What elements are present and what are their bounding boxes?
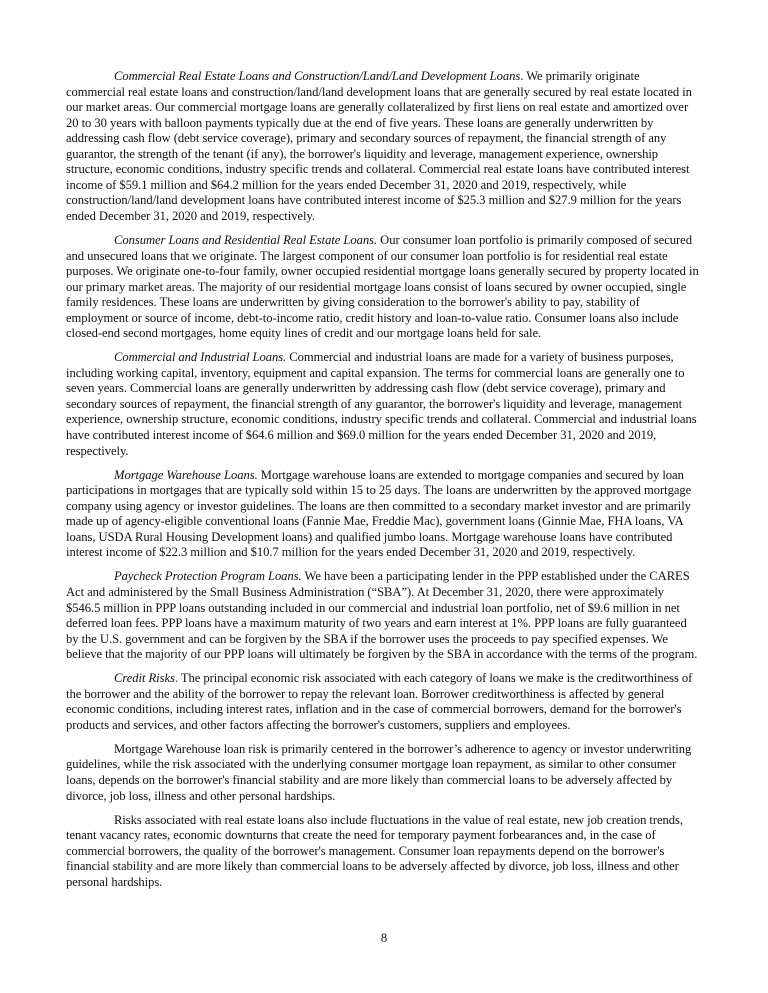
paragraph-body: Mortgage warehouse loans are extended to mortgage companies and secured by loan participations in mortgages that are typically sold within 15 to 25 days. The loans are underwritten by the approved mortgage company using agency or investor guidelines. The loans are then committed to a secondary market investor and are primarily made up of agency-eligible conventional loans (Fannie Mae, Freddie Mac), government loans (Ginnie Mae, FHA loans, VA loans, USDA Rural Housing Development loans) and qualified jumbo loans. Mortgage warehouse loans have contributed interest income of $22.3 million and $10.7 million for the years ended December 31, 2020 and 2019, respectively. (66, 467, 692, 560)
paragraph-body: The principal economic risk associated with each category of loans we make is the creditworthiness of the borrower and the ability of the borrower to repay the relevant loan. Borrower creditworthiness is affected by general economic conditions, including interest rates, inflation and in the case of commercial borrowers, demand for the borrower's products and services, and other factors affecting the borrower's customers, suppliers and employees. (66, 671, 693, 732)
paragraph-heading: Commercial Real Estate Loans and Construction/Land/Land Development Loans (114, 69, 521, 83)
paragraph-heading: Mortgage Warehouse Loans. (114, 467, 258, 482)
paragraph-commercial-industrial (66, 350, 700, 459)
paragraph-real-estate-risk (66, 813, 700, 891)
paragraph-ppp-loans (66, 569, 700, 662)
page-number: 8 (380, 931, 388, 945)
paragraph-body: We have been a participating lender in the PPP established under the CARES Act and administered by the Small Business Administration (“SBA”). At December 31, 2020, there were approximately $546.5 million in PPP loans outstanding included in our commercial and industrial loan portfolio, net of $9.6 million in net deferred loan fees. PPP loans have a maximum maturity of two years and earn interest at 1%. PPP loans are fully guaranteed by the U.S. government and can be forgiven by the SBA if the borrower uses the proceeds to pay specified expenses. We believe that the majority of our PPP loans will ultimately be forgiven by the SBA in accordance with the terms of the program. (66, 569, 698, 662)
paragraph-body: Commercial and industrial loans are made for a variety of business purposes, including working capital, inventory, equipment and capital expansion. The terms for commercial loans are generally one to seven years. Commercial loans are generally underwritten by addressing cash flow (debt service coverage), primary and secondary sources of repayment, the financial strength of any guarantor, the borrower's liquidity and leverage, management experience, ownership structure, economic conditions, industry specific trends and collateral. Commercial and industrial loans have contributed interest income of $64.6 million and $69.0 million for the years ended December 31, 2020 and 2019, respectively. (66, 350, 697, 458)
paragraph-heading: Consumer Loans and Residential Real Estate Loans. (114, 232, 378, 247)
paragraph-mortgage-warehouse-risk (66, 742, 700, 804)
paragraph-consumer-loans (66, 233, 700, 342)
paragraph-body: Mortgage Warehouse loan risk is primarily centered in the borrower’s adherence to agency or investor underwriting guidelines, while the risk associated with the underlying consumer mortgage loan repayment, as similar to other consumer loans, depends on the borrower's financial stability and are more likely than commercial loans to be adversely affected by divorce, job loss, illness and other personal hardships. (66, 741, 692, 803)
paragraph-body: Our consumer loan portfolio is primarily composed of secured and unsecured loans that we originate. The largest component of our consumer loan portfolio is for residential real estate purposes. We originate one-to-four family, owner occupied residential mortgage loans generally secured by property located in our primary market areas. The majority of our residential mortgage loans consist of loans secured by owner occupied, single family residences. These loans are underwritten by giving consideration to the borrower's ability to pay, stability of employment or source of income, debt-to-income ratio, credit history and loan-to-value ratio. Consumer loans also include closed-end second mortgages, home equity lines of credit and our mortgage loans held for sale. (66, 232, 699, 341)
paragraph-heading-punct: . (520, 69, 524, 83)
paragraph-mortgage-warehouse (66, 468, 700, 561)
paragraph-body: We primarily originate commercial real estate loans and construction/land/land development loans that are generally secured by real estate located in our market areas. Our commercial mortgage loans are generally collateralized by first liens on real estate and amortized over 20 to 30 years with balloon payments typically due at the end of five years. These loans are generally underwritten by addressing cash flow (debt service coverage), primary and secondary sources of repayment, the financial strength of any guarantor, the strength of the tenant (if any), the borrower's liquidity and leverage, management experience, ownership structure, economic conditions, industry specific trends and collateral. Commercial real estate loans have contributed interest income of $59.1 million and $64.2 million for the years ended December 31, 2020 and 2019, respectively, while construction/land/land development loans have contributed interest income of $25.3 million and $27.9 million for the years ended December 31, 2020 and 2019, respectively. (66, 69, 692, 223)
paragraph-credit-risks (66, 671, 700, 733)
paragraph-heading-punct: . (174, 671, 178, 686)
paragraph-heading: Paycheck Protection Program Loans. (114, 569, 302, 584)
paragraph-heading: Commercial and Industrial Loans. (114, 350, 287, 365)
document-page (66, 69, 700, 899)
paragraph-commercial-real-estate (66, 69, 700, 224)
paragraph-heading: Credit Risks (114, 671, 175, 686)
paragraph-body: Risks associated with real estate loans also include fluctuations in the value of real estate, new job creation trends, tenant vacancy rates, economic downturns that create the need for temporary payment forbearances and, in the case of commercial borrowers, the quality of the borrower's management. Consumer loan repayments depend on the borrower's financial stability and are more likely than commercial loans to be adversely affected by divorce, job loss, illness and other personal hardships. (66, 812, 683, 889)
